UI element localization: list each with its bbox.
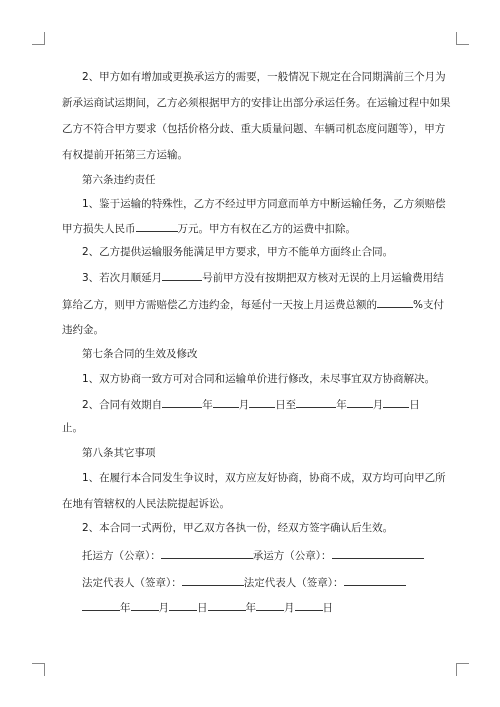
end-year-blank[interactable] xyxy=(296,397,336,408)
month-blank-field[interactable] xyxy=(162,270,202,281)
text-segment: 3、若次月顺延月 xyxy=(82,272,163,284)
sign-month-blank[interactable] xyxy=(256,600,284,611)
start-year-blank[interactable] xyxy=(162,397,202,408)
sign-year-blank[interactable] xyxy=(208,600,246,611)
paragraph-line: 乙方不符合甲方要求（包括价格分歧、重大质量问题、车辆司机态度问题等），甲方 xyxy=(62,123,446,135)
paragraph-line: 有权提前开拓第三方运输。 xyxy=(62,149,188,161)
start-day-blank[interactable] xyxy=(249,397,275,408)
text-segment: 甲方损失人民币 xyxy=(62,223,136,235)
paragraph-line: 2、本合同一式两份，甲乙双方各执一份，经双方签字确认后生效。 xyxy=(82,522,394,534)
percent-blank-field[interactable] xyxy=(377,297,413,308)
text-segment: 2、合同有效期自 xyxy=(82,399,163,411)
sign-month-blank[interactable] xyxy=(131,600,159,611)
paragraph-line xyxy=(82,397,462,412)
end-day-blank[interactable] xyxy=(383,397,409,408)
paragraph-line: 2、乙方提供运输服务能满足甲方要求，甲方不能单方面终止合同。 xyxy=(82,246,394,258)
day-label: 日 xyxy=(197,602,208,614)
text-segment: 算给乙方，则甲方需赔偿乙方违约金，每延付一天按上月运费总额的 xyxy=(62,299,377,311)
year-label: 年 xyxy=(202,399,213,411)
consignor-seal-field[interactable] xyxy=(161,548,253,559)
carrier-seal-label: 承运方（公章）： xyxy=(252,550,332,562)
legal-rep-1-field[interactable] xyxy=(182,575,244,586)
corner-mark-bottom-left xyxy=(32,663,45,676)
legal-rep-2-field[interactable] xyxy=(344,575,406,586)
sign-day-blank[interactable] xyxy=(295,600,323,611)
month-label: 月 xyxy=(372,399,384,411)
section-heading: 第七条合同的生效及修改 xyxy=(82,348,198,360)
corner-mark-bottom-right xyxy=(456,663,469,676)
carrier-seal-field[interactable] xyxy=(332,548,424,559)
paragraph-line: 1、双方协商一致方可对合同和运输单价进行修改，未尽事宜双方协商解决。 xyxy=(82,373,436,385)
legal-rep-label: 法定代表人（签章）： xyxy=(82,577,182,589)
consignor-seal-label: 托运方（公章）： xyxy=(82,550,161,562)
corner-mark-top-left xyxy=(32,32,45,45)
month-label: 月 xyxy=(158,602,169,614)
signature-date-line xyxy=(82,600,462,615)
signature-line-seals xyxy=(82,548,462,563)
corner-mark-top-right xyxy=(456,32,469,45)
paragraph-line: 新承运商试运期间，乙方必须根据甲方的安排让出部分承运任务。在运输过程中如果 xyxy=(62,97,451,109)
text-segment: %支付 xyxy=(413,299,444,311)
paragraph-line: 在地有管辖权的人民法院提起诉讼。 xyxy=(62,498,230,510)
year-label: 年 xyxy=(245,602,256,614)
month-label: 月 xyxy=(284,602,295,614)
paragraph-line xyxy=(62,221,442,236)
year-label: 年 xyxy=(336,399,347,411)
legal-rep-label: 法定代表人（签章）： xyxy=(243,577,344,589)
paragraph-line: 违约金。 xyxy=(62,324,104,336)
text-segment: 万元。甲方有权在乙方的运费中扣除。 xyxy=(177,223,356,235)
sign-day-blank[interactable] xyxy=(169,600,197,611)
section-heading: 第八条其它事项 xyxy=(82,447,156,459)
signature-line-representatives xyxy=(82,575,462,590)
year-label: 年 xyxy=(120,602,131,614)
end-month-blank[interactable] xyxy=(347,397,373,408)
day-label: 日 xyxy=(322,602,333,614)
start-month-blank[interactable] xyxy=(213,397,239,408)
text-segment: 号前甲方没有按期把双方核对无误的上月运输费用结 xyxy=(202,272,444,284)
day-to-label: 日至 xyxy=(275,399,297,411)
paragraph-line: 1、在履行本合同发生争议时，双方应友好协商，协商不成，双方均可向甲乙所 xyxy=(82,472,446,484)
paragraph-line: 2、甲方如有增加或更换承运方的需要，一般情况下规定在合同期满前三个月为 xyxy=(82,71,446,83)
paragraph-line: 止。 xyxy=(62,422,83,434)
day-label: 日 xyxy=(409,399,420,411)
paragraph-line: 1、鉴于运输的特殊性，乙方不经过甲方同意而单方中断运输任务，乙方须赔偿 xyxy=(82,198,446,210)
paragraph-line xyxy=(82,270,462,285)
paragraph-line xyxy=(62,297,442,312)
amount-blank-field[interactable] xyxy=(136,221,178,232)
month-label: 月 xyxy=(238,399,250,411)
section-heading: 第六条违约责任 xyxy=(82,174,156,186)
sign-year-blank[interactable] xyxy=(82,600,120,611)
